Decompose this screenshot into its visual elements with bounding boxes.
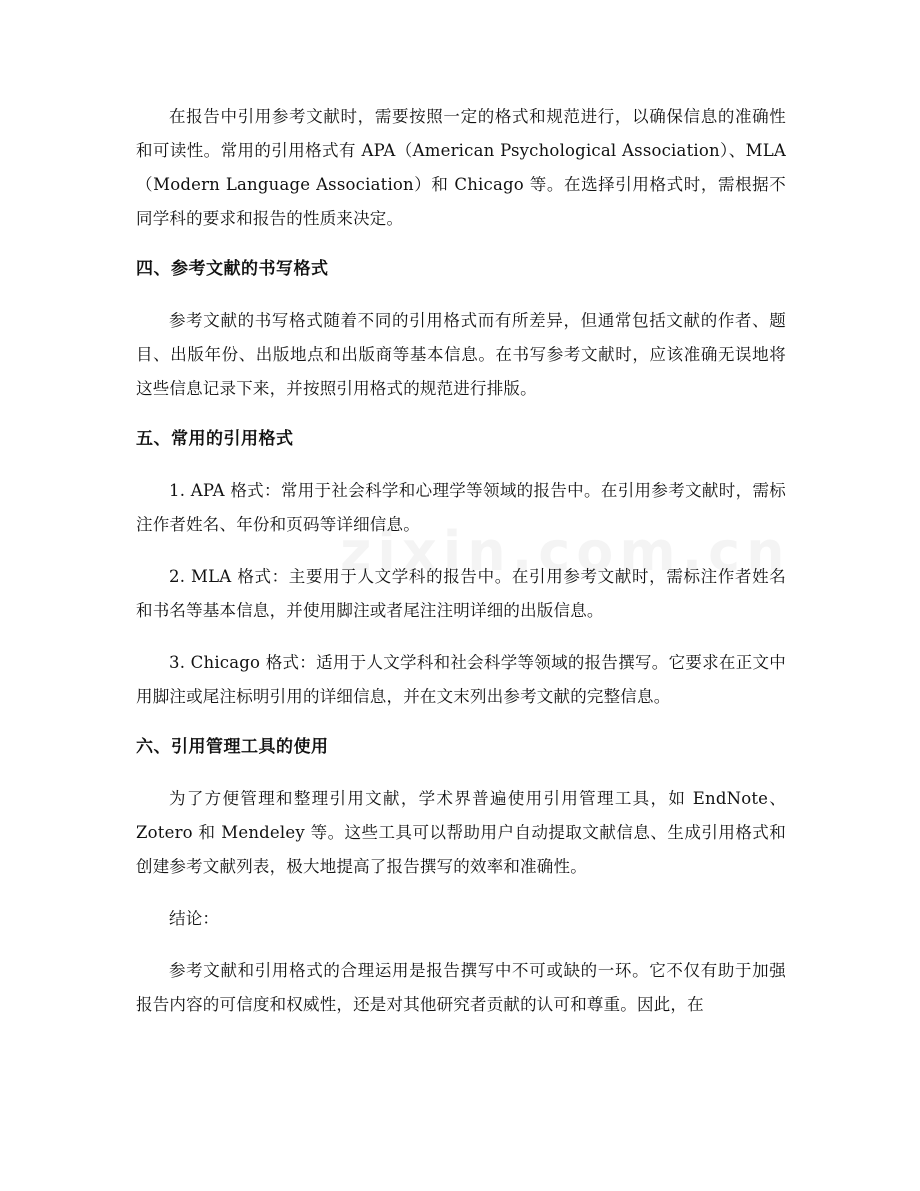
heading-section-6: 六、引用管理工具的使用 bbox=[136, 737, 329, 757]
conclusion-label: 结论： bbox=[169, 909, 220, 928]
paragraph-chicago-format: 3. Chicago 格式：适用于人文学科和社会科学等领域的报告撰写。它要求在正文中用脚注或尾注标明引用的详细信息，并在文末列出参考文献的完整信息。 bbox=[136, 653, 786, 706]
paragraph-intro: 在报告中引用参考文献时，需要按照一定的格式和规范进行，以确保信息的准确性和可读性。常用的引用格式有 APA（American Psychological Association）、MLA（Modern Language Association）和 Chicago 等。在选择引用格式时，需根据不同学科的要求和报告的性质来决定。 bbox=[136, 107, 786, 228]
paragraph-apa-format: 1. APA 格式：常用于社会科学和心理学等领域的报告中。在引用参考文献时，需标注作者姓名、年份和页码等详细信息。 bbox=[136, 481, 786, 534]
paragraph-mla-format: 2. MLA 格式：主要用于人文学科的报告中。在引用参考文献时，需标注作者姓名和书名等基本信息，并使用脚注或者尾注注明详细的出版信息。 bbox=[136, 567, 786, 620]
heading-section-5: 五、常用的引用格式 bbox=[136, 429, 294, 449]
paragraph-section-4: 参考文献的书写格式随着不同的引用格式而有所差异，但通常包括文献的作者、题目、出版年份、出版地点和出版商等基本信息。在书写参考文献时，应该准确无误地将这些信息记录下来，并按照引用格式的规范进行排版。 bbox=[136, 311, 786, 398]
document-page bbox=[136, 100, 786, 1022]
heading-section-4: 四、参考文献的书写格式 bbox=[136, 259, 329, 279]
paragraph-section-6: 为了方便管理和整理引用文献，学术界普遍使用引用管理工具，如 EndNote、Zotero 和 Mendeley 等。这些工具可以帮助用户自动提取文献信息、生成引用格式和创建参考文献列表，极大地提高了报告撰写的效率和准确性。 bbox=[136, 789, 786, 876]
paragraph-conclusion: 参考文献和引用格式的合理运用是报告撰写中不可或缺的一环。它不仅有助于加强报告内容的可信度和权威性，还是对其他研究者贡献的认可和尊重。因此，在 bbox=[136, 961, 786, 1014]
